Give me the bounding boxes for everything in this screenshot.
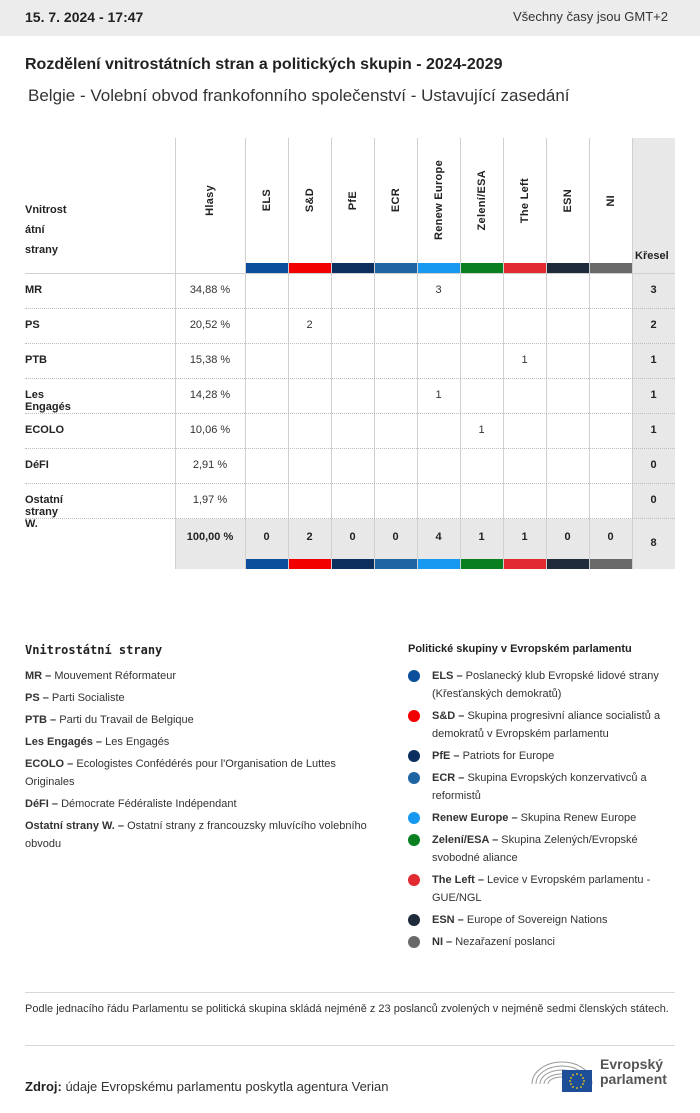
timestamp: 15. 7. 2024 - 17:47: [25, 9, 144, 25]
party-name: MR: [25, 284, 43, 296]
row-divider: [25, 308, 675, 309]
group-legend-item: S&D – Skupina progresivní aliance socialistů a demokratů v Evropském parlamentu: [408, 707, 678, 743]
total-seat-cell: 2: [306, 531, 313, 543]
group-color-dot-icon: [408, 750, 420, 762]
group-legend-item: ESN – Europe of Sovereign Nations: [408, 911, 678, 929]
european-parliament-logo: [528, 1054, 678, 1094]
group-color-dot-icon: [408, 834, 420, 846]
vote-share: 15,38 %: [189, 354, 231, 366]
group-legend-item: Zelení/ESA – Skupina Zelených/Evropské svobodné aliance: [408, 831, 678, 867]
group-full-name: Patriots for Europe: [462, 750, 555, 762]
party-name: PS: [25, 319, 40, 331]
group-legend-item: The Left – Levice v Evropském parlamentu - GUE/NGL: [408, 871, 678, 907]
group-color-bar: [289, 263, 331, 273]
group-color-bar: [590, 559, 632, 569]
group-color-bar: [332, 559, 374, 569]
party-full-name: Parti du Travail de Belgique: [59, 714, 194, 726]
row-divider: [25, 518, 675, 519]
party-legend-item: PTB – Parti du Travail de Belgique: [25, 714, 194, 726]
vote-share: 20,52 %: [189, 319, 231, 331]
group-color-dot-icon: [408, 874, 420, 886]
seat-total: 3: [650, 284, 657, 296]
group-column-header: S&D: [303, 188, 316, 213]
group-column-header: NI: [604, 194, 617, 207]
logo-text: Evropský parlament: [600, 1056, 667, 1087]
group-color-bar: [504, 263, 546, 273]
party-name: ECOLO: [25, 424, 65, 436]
group-column-header: ESN: [561, 188, 574, 213]
group-abbr: NI: [432, 936, 443, 948]
group-full-name: Nezařazení poslanci: [455, 936, 555, 948]
party-abbr: ECOLO: [25, 758, 65, 770]
group-color-bar: [246, 559, 288, 569]
rules-note: Podle jednacího řádu Parlamentu se politická skupina skládá nejméně z 23 poslanců zvolených v nejméně sedmi členských státech.: [25, 1003, 669, 1015]
group-abbr: Zelení/ESA: [432, 834, 490, 846]
timezone-note: Všechny časy jsou GMT+2: [513, 9, 668, 24]
group-color-dot-icon: [408, 812, 420, 824]
group-legend-item: ELS – Poslanecký klub Evropské lidové strany (Křesťanských demokratů): [408, 667, 678, 703]
group-full-name: Skupina Zelených/Evropské svobodné aliance: [432, 834, 638, 864]
group-color-dot-icon: [408, 936, 420, 948]
group-full-name: Levice v Evropském parlamentu - GUE/NGL: [432, 874, 651, 904]
total-seat-cell: 0: [263, 531, 270, 543]
party-column-header: Vnitrost átní strany: [25, 204, 67, 256]
group-column-header: Zelení/ESA: [475, 170, 488, 231]
group-abbr: ELS: [432, 670, 454, 682]
seat-total: 1: [650, 424, 657, 436]
row-divider: [25, 413, 675, 414]
vote-share: 10,06 %: [189, 424, 231, 436]
votes-column-header: Hlasy: [204, 185, 216, 216]
party-abbr: Ostatní strany W.: [25, 820, 115, 832]
source-label: Zdroj:: [25, 1079, 62, 1094]
party-legend-item: MR – Mouvement Réformateur: [25, 670, 177, 682]
party-name: DéFI: [25, 459, 49, 471]
political-groups-legend: [408, 667, 678, 955]
grand-total-seats: 8: [650, 537, 657, 549]
party-abbr: Les Engagés: [25, 736, 93, 748]
seat-cell: 1: [435, 389, 442, 401]
total-seat-cell: 0: [349, 531, 356, 543]
party-full-name: Mouvement Réformateur: [54, 670, 177, 682]
national-parties-legend: [25, 667, 385, 857]
group-color-bar: [418, 263, 460, 273]
group-color-bar: [375, 263, 417, 273]
row-divider: [25, 343, 675, 344]
group-abbr: PfE: [432, 750, 451, 762]
group-color-bar: [504, 559, 546, 569]
group-abbr: Renew Europe: [432, 812, 509, 824]
group-column-header: ELS: [260, 189, 273, 212]
group-legend-item: PfE – Patriots for Europe: [408, 747, 678, 765]
group-color-bar: [461, 263, 503, 273]
hemicycle-icon: [528, 1054, 596, 1094]
party-full-name: Ecologistes Confédérés pour l'Organisation de Luttes Originales: [25, 758, 336, 788]
group-full-name: Poslanecký klub Evropské lidové strany (Křesťanských demokratů): [432, 670, 659, 700]
seat-total: 0: [650, 494, 657, 506]
group-legend-item: NI – Nezařazení poslanci: [408, 933, 678, 951]
total-seat-cell: 0: [607, 531, 614, 543]
party-abbr: MR: [25, 670, 43, 682]
page-title: Rozdělení vnitrostátních stran a politických skupin - 2024-2029: [25, 56, 503, 73]
group-color-bar: [590, 263, 632, 273]
party-full-name: Ostatní strany z francouzsky mluvícího volebního obvodu: [25, 820, 367, 850]
national-parties-legend-title: Vnitrostátní strany: [25, 643, 163, 657]
total-seat-cell: 1: [521, 531, 528, 543]
vote-share: 2,91 %: [192, 459, 228, 471]
seat-total: 1: [650, 354, 657, 366]
total-votes: 100,00 %: [186, 531, 234, 543]
row-divider: [25, 448, 675, 449]
party-full-name: Parti Socialiste: [51, 692, 125, 704]
group-color-bar: [332, 263, 374, 273]
party-legend-item: Les Engagés – Les Engagés: [25, 736, 170, 748]
group-full-name: Skupina Evropských konzervativců a reformistů: [432, 772, 647, 802]
row-divider: [25, 483, 675, 484]
group-color-dot-icon: [408, 710, 420, 722]
seats-column-header: Křesel: [635, 250, 669, 262]
seat-total: 0: [650, 459, 657, 471]
group-full-name: Skupina progresivní aliance socialistů a demokratů v Evropském parlamentu: [432, 710, 661, 740]
group-color-dot-icon: [408, 914, 420, 926]
seat-cell: 1: [478, 424, 485, 436]
party-abbr: PTB: [25, 714, 47, 726]
party-legend-item: Ostatní strany W. – Ostatní strany z francouzsky mluvícího volebního obvodu: [25, 820, 367, 850]
group-legend-item: ECR – Skupina Evropských konzervativců a reformistů: [408, 769, 678, 805]
political-groups-legend-title: Politické skupiny v Evropském parlamentu: [408, 643, 632, 655]
party-legend-item: DéFI – Démocrate Fédéraliste Indépendant: [25, 798, 237, 810]
seat-cell: 1: [521, 354, 528, 366]
vote-share: 14,28 %: [189, 389, 231, 401]
party-name: Ostatní strany W.: [25, 494, 63, 530]
group-abbr: ECR: [432, 772, 456, 784]
party-name: Les Engagés: [25, 389, 71, 413]
party-name: PTB: [25, 354, 47, 366]
vote-share: 1,97 %: [192, 494, 228, 506]
top-bar: [0, 0, 700, 36]
seat-total: 1: [650, 389, 657, 401]
group-color-bar: [418, 559, 460, 569]
group-column-header: The Left: [518, 177, 531, 224]
party-abbr: PS: [25, 692, 40, 704]
seat-cell: 3: [435, 284, 442, 296]
seat-cell: 2: [306, 319, 313, 331]
party-full-name: Les Engagés: [105, 736, 170, 748]
seat-total: 2: [650, 319, 657, 331]
party-abbr: DéFI: [25, 798, 49, 810]
group-color-bar: [375, 559, 417, 569]
group-abbr: ESN: [432, 914, 455, 926]
group-abbr: The Left: [432, 874, 475, 886]
source-line: [25, 1079, 388, 1094]
group-column-header: ECR: [389, 188, 402, 213]
page-subtitle: Belgie - Volební obvod frankofonního společenství - Ustavující zasedání: [28, 86, 570, 105]
divider: [25, 992, 675, 993]
party-full-name: Démocrate Fédéraliste Indépendant: [61, 798, 237, 810]
total-seat-cell: 0: [392, 531, 399, 543]
party-legend-item: ECOLO – Ecologistes Confédérés pour l'Organisation de Luttes Originales: [25, 758, 336, 788]
group-color-bar: [461, 559, 503, 569]
group-full-name: Skupina Renew Europe: [520, 812, 637, 824]
group-abbr: S&D: [432, 710, 456, 722]
group-color-dot-icon: [408, 772, 420, 784]
total-seat-cell: 4: [435, 531, 442, 543]
group-column-header: PfE: [346, 190, 359, 211]
party-legend-item: PS – Parti Socialiste: [25, 692, 125, 704]
row-divider: [25, 378, 675, 379]
group-color-bar: [547, 263, 589, 273]
group-color-dot-icon: [408, 670, 420, 682]
divider: [25, 1045, 675, 1046]
source-text: údaje Evropskému parlamentu poskytla agentura Verian: [65, 1079, 389, 1094]
group-column-header: Renew Europe: [432, 160, 445, 241]
group-color-bar: [547, 559, 589, 569]
group-legend-item: Renew Europe – Skupina Renew Europe: [408, 809, 678, 827]
total-seat-cell: 0: [564, 531, 571, 543]
group-color-bar: [289, 559, 331, 569]
group-full-name: Europe of Sovereign Nations: [466, 914, 608, 926]
header-divider: [25, 273, 675, 274]
vote-share: 34,88 %: [189, 284, 231, 296]
group-color-bar: [246, 263, 288, 273]
total-seat-cell: 1: [478, 531, 485, 543]
